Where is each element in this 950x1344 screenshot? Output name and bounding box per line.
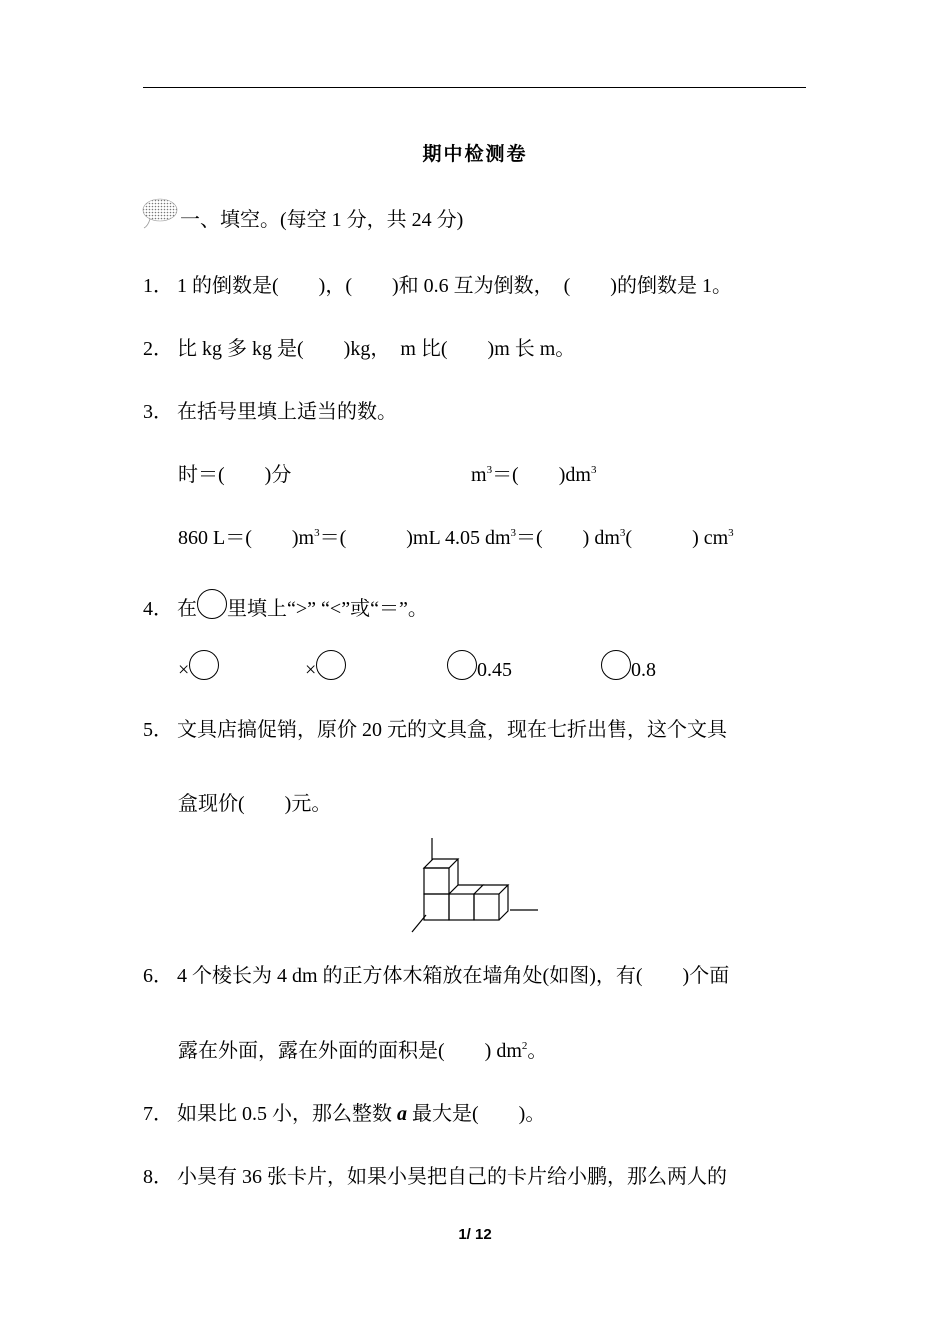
question-text-end: 。 <box>527 1040 548 1062</box>
question-5 <box>143 717 727 743</box>
question-number: 8． <box>143 1166 173 1188</box>
question-3 <box>143 399 397 425</box>
q3-item-a: 时＝( )分 <box>178 464 292 486</box>
compare-circle-icon <box>197 589 227 619</box>
q3-c-part1: 860 L＝( )m <box>178 527 315 549</box>
question-number: 6． <box>143 965 173 987</box>
question-number: 2． <box>143 338 173 360</box>
question-1 <box>143 273 732 299</box>
superscript: 3 <box>486 464 493 476</box>
question-text-post: 最大是( )。 <box>407 1103 546 1125</box>
q3-c-part2: ＝( )mL 4.05 dm <box>319 527 511 549</box>
question-text: 在括号里填上适当的数。 <box>177 401 397 423</box>
superscript: 3 <box>314 527 320 539</box>
compare-circle-icon[interactable] <box>316 650 346 680</box>
question-5-line2: 盒现价( )元。 <box>178 793 332 815</box>
superscript: 3 <box>510 527 517 539</box>
question-number: 4． <box>143 598 173 620</box>
question-text: 4 个棱长为 4 dm 的正方体木箱放在墙角处(如图)，有( )个面 <box>177 965 730 987</box>
superscript: 3 <box>619 527 626 539</box>
q4-item-text: × <box>305 659 317 681</box>
top-rule <box>143 87 806 88</box>
q4-item-text: 0.45 <box>477 659 512 681</box>
question-number: 1． <box>143 275 173 297</box>
q4-item-2 <box>305 650 346 683</box>
q3-b-blank: ＝( )dm <box>492 464 591 486</box>
superscript: 3 <box>590 464 597 476</box>
question-text: 小昊有 36 张卡片，如果小昊把自己的卡片给小鹏，那么两人的 <box>177 1166 727 1188</box>
page-title: 期中检测卷 <box>422 143 528 165</box>
question-text-pre: 在 <box>177 598 197 620</box>
question-text-pre: 如果比 0.5 小，那么整数 <box>177 1103 397 1125</box>
q4-item-4 <box>601 650 656 683</box>
question-text: 1 的倒数是( )，( )和 0.6 互为倒数， ( )的倒数是 1。 <box>177 275 732 297</box>
question-6 <box>143 963 729 989</box>
q3-b-unit: m <box>471 464 487 486</box>
question-number: 7． <box>143 1103 173 1125</box>
question-text: 露在外面，露在外面的面积是( ) dm <box>178 1040 522 1062</box>
superscript: 3 <box>728 527 734 539</box>
superscript: 2 <box>521 1040 528 1052</box>
compare-circle-icon[interactable] <box>447 650 477 680</box>
question-6-line2 <box>178 1038 547 1064</box>
q4-item-text: × <box>178 659 190 681</box>
cubes-in-corner-figure <box>408 838 543 934</box>
compare-circle-icon[interactable] <box>189 650 219 680</box>
q3-c-part3: ＝( ) dm <box>516 527 620 549</box>
question-8 <box>143 1164 727 1190</box>
q3-item-c <box>178 525 734 551</box>
q4-item-text: 0.8 <box>631 659 656 681</box>
section-heading: 一、填空。(每空 1 分，共 24 分) <box>180 209 464 231</box>
question-text: 文具店搞促销，原价 20 元的文具盒，现在七折出售，这个文具 <box>177 719 727 741</box>
page-number: 1/ 12 <box>458 1226 492 1243</box>
question-number: 3． <box>143 401 173 423</box>
question-7 <box>143 1101 545 1127</box>
q4-item-3 <box>447 650 512 683</box>
question-4 <box>143 589 428 622</box>
question-number: 5． <box>143 719 173 741</box>
section-badge-icon <box>142 196 182 230</box>
variable-a: a <box>397 1103 407 1125</box>
question-text-post: 里填上“>” “<”或“＝”。 <box>227 598 428 620</box>
question-text: 比 kg 多 kg 是( )kg， m 比( )m 长 m。 <box>177 338 576 360</box>
q4-item-1 <box>178 650 219 683</box>
q3-item-b <box>471 462 596 488</box>
question-2 <box>143 336 575 362</box>
q3-c-part4: ( ) cm <box>625 527 729 549</box>
compare-circle-icon[interactable] <box>601 650 631 680</box>
